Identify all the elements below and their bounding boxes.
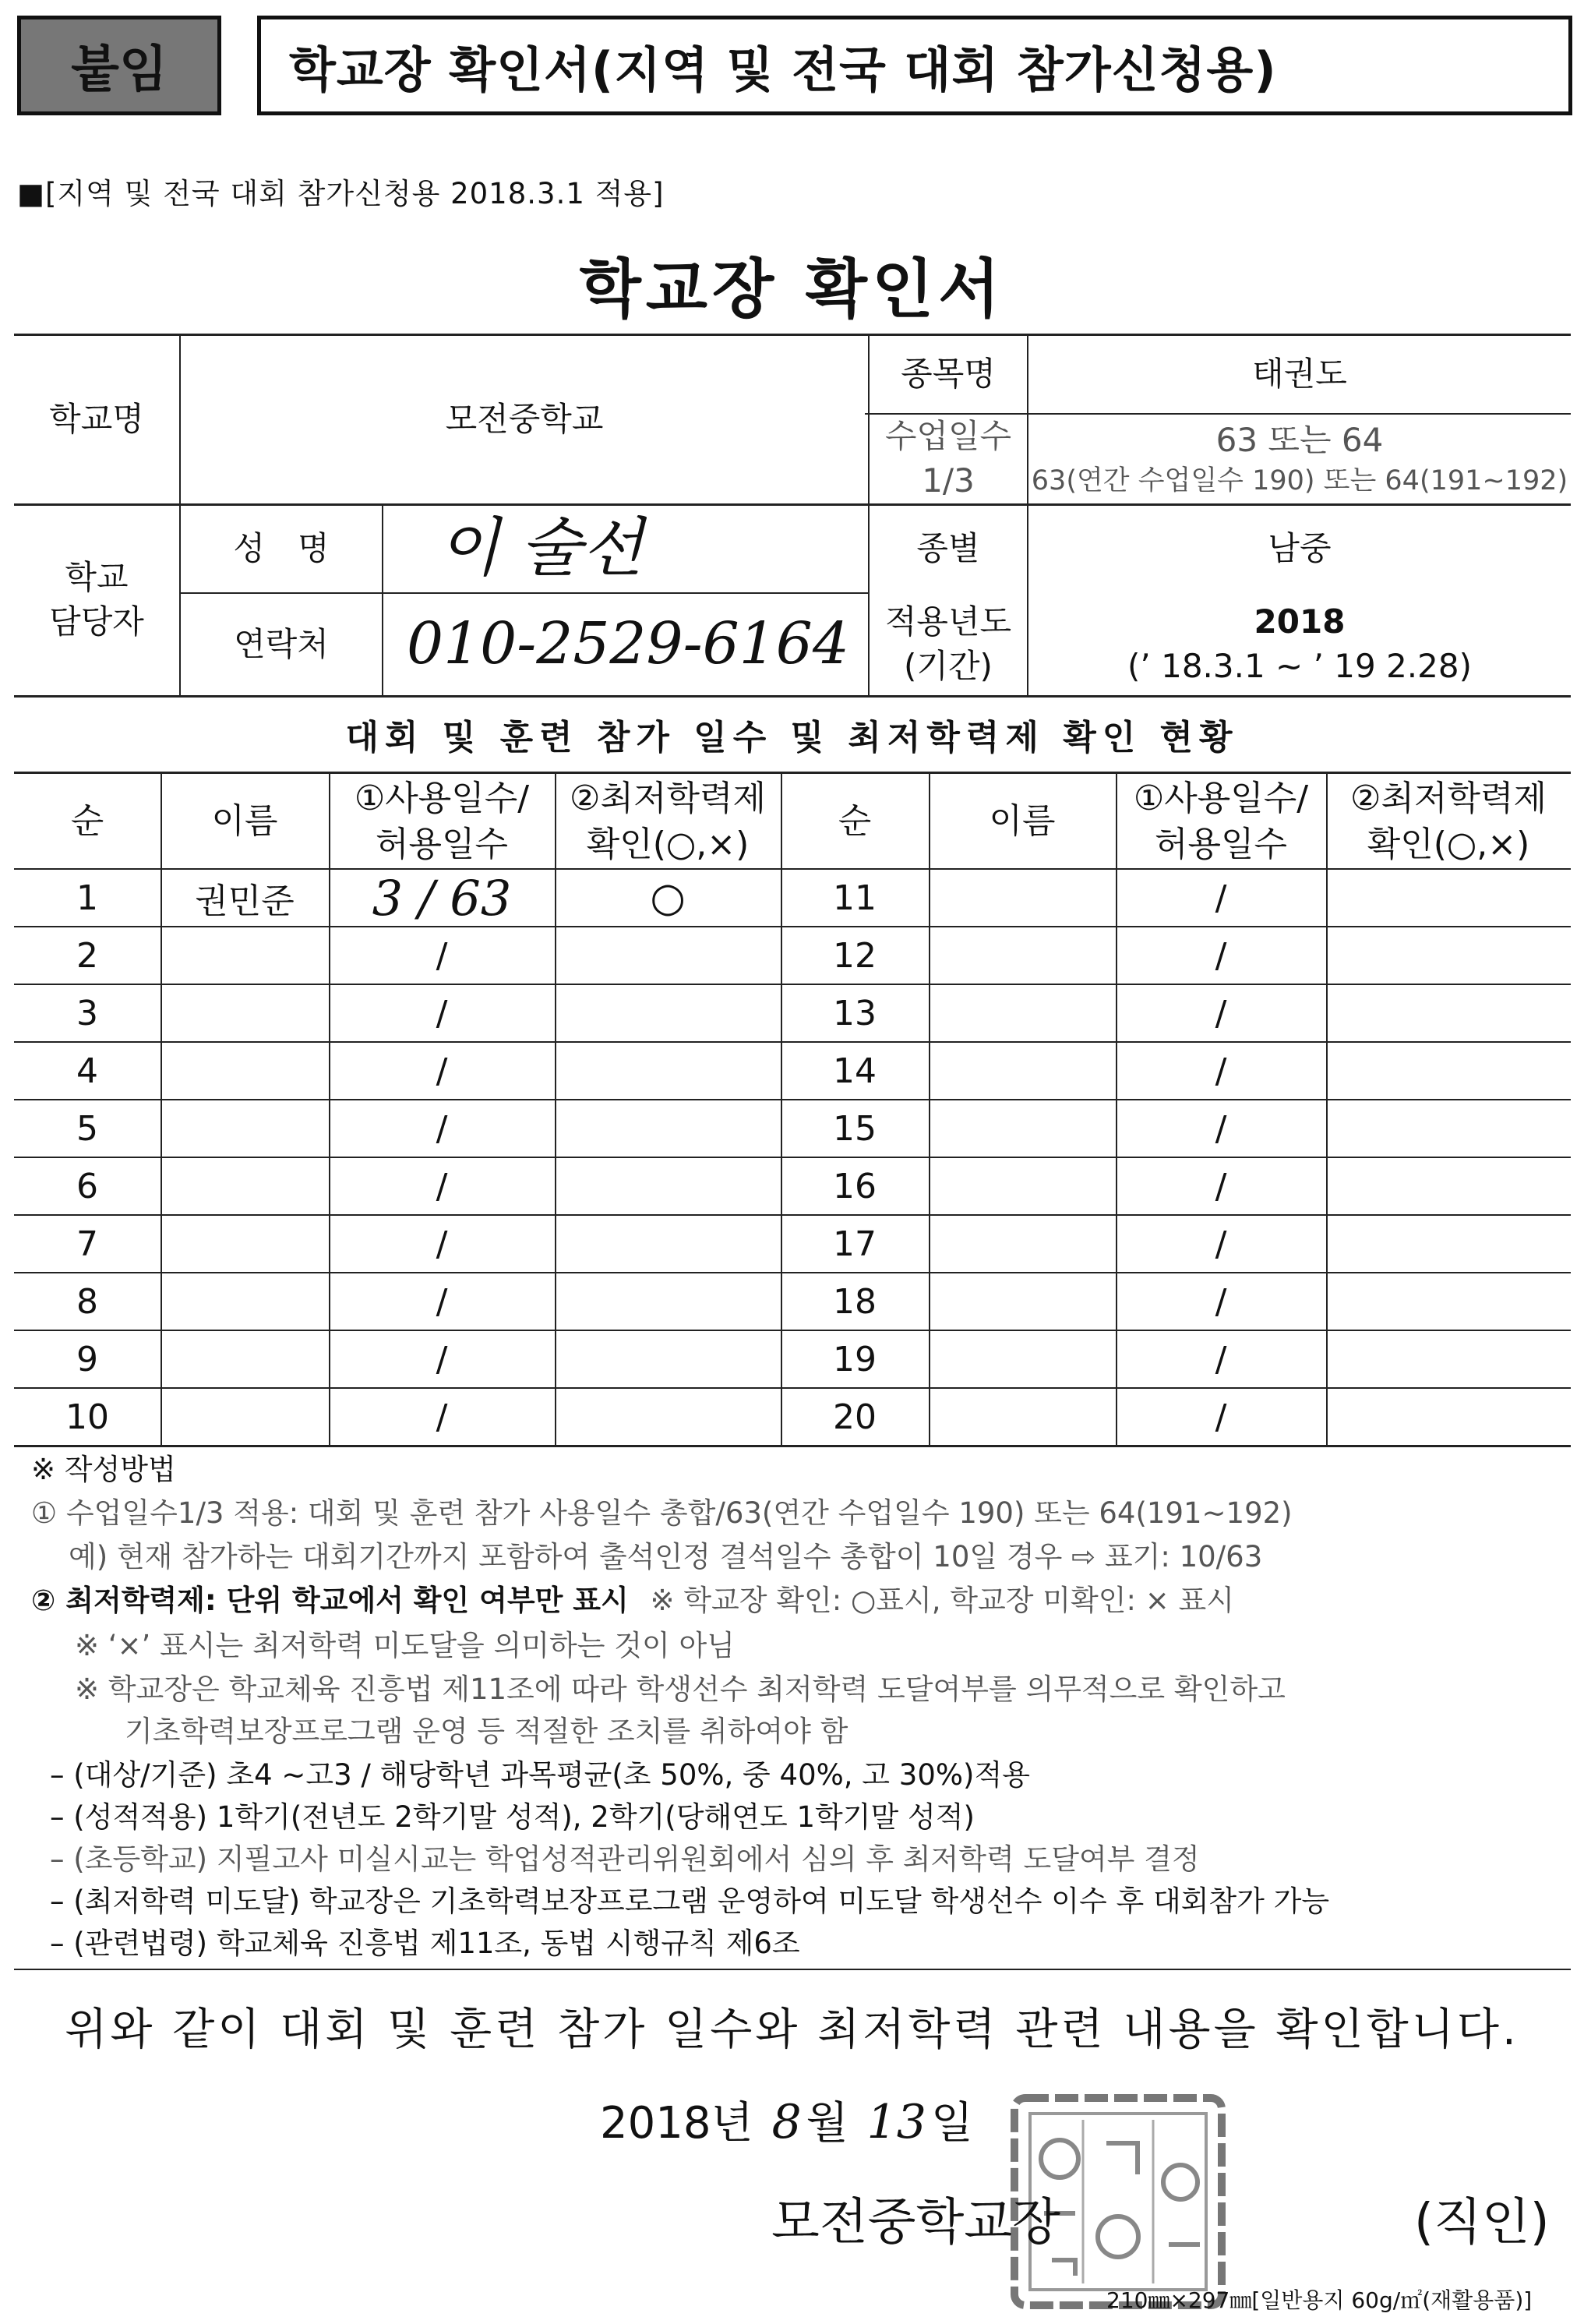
row-athlete-name: [161, 1389, 329, 1445]
note-1-example: 예) 현재 참가하는 대회기간까지 포함하여 출석인정 결석일수 총합이 10일 경우 ⇨ 표기: 10/63: [69, 1540, 1263, 1573]
class-days-label: 수업일수 1/3: [884, 417, 1012, 500]
header-name-right: 이름: [989, 801, 1056, 842]
row-athlete-name: [161, 1331, 329, 1387]
note-2-rest: ※ 학교장 확인: ○표시, 학교장 미확인: × 표시: [650, 1584, 1234, 1617]
row-number: 14: [833, 1051, 877, 1091]
row-academic-check: ○: [650, 874, 686, 921]
category-label: 종별: [916, 528, 980, 567]
row-number: 7: [76, 1224, 98, 1264]
row-athlete-name: [161, 985, 329, 1041]
sport-label: 종목명: [901, 354, 996, 393]
row-number: 2: [76, 935, 98, 976]
row-days-used: 3 / 63: [372, 869, 512, 927]
document-header-title: [257, 16, 1572, 115]
header-check-right: [1326, 773, 1571, 870]
row-academic-check: [1326, 927, 1571, 984]
row-number: 4: [76, 1051, 98, 1091]
row-athlete-name: [929, 1043, 1116, 1099]
row-athlete-name: [929, 1273, 1116, 1330]
issue-date: [600, 2089, 973, 2151]
row-days-used: /: [436, 1051, 448, 1091]
row-number: 18: [833, 1281, 877, 1322]
attachment-badge: [17, 16, 221, 115]
row-athlete-name: [161, 1158, 329, 1214]
row-number: 11: [833, 878, 877, 918]
detail-1: – (대상/기준) 초4 ~고3 / 해당학년 과목평균(초 50%, 중 40%, 고 30%)적용: [50, 1758, 1030, 1792]
header-days-right-line2: 허용일수: [1154, 825, 1287, 864]
row-academic-check: [555, 1331, 781, 1387]
row-academic-check: [1326, 985, 1571, 1041]
row-number: 8: [76, 1281, 98, 1322]
row-number: 20: [833, 1397, 877, 1437]
confirmation-text: 위와 같이 대회 및 훈련 참가 일수와 최저학력 관련 내용을 확인합니다.: [65, 2004, 1519, 2055]
row-athlete-name: [929, 1100, 1116, 1157]
row-number: 9: [76, 1339, 98, 1379]
row-number: 12: [833, 935, 877, 976]
row-days-used: /: [436, 1281, 448, 1322]
seal-label: (직인): [1414, 2194, 1550, 2252]
row-number: 1: [76, 878, 98, 918]
row-academic-check: [555, 1100, 781, 1157]
row-athlete-name: [929, 985, 1116, 1041]
header-check-left: [555, 773, 781, 870]
row-number: 6: [76, 1166, 98, 1206]
row-athlete-name: [929, 1158, 1116, 1214]
note-4-cont: 기초학력보장프로그램 운영 등 적절한 조치를 취하여야 함: [125, 1715, 848, 1748]
detail-4: – (최저학력 미도달) 학교장은 기초학력보장프로그램 운영하여 미도달 학생선수 이수 후 대회참가 가능: [50, 1884, 1330, 1918]
row-number: 16: [833, 1166, 877, 1206]
date-day-unit: 일: [930, 2098, 974, 2149]
date-month: 8: [771, 2095, 802, 2149]
row-athlete-name: [161, 1273, 329, 1330]
header-title-text: 학교장 확인서(지역 및 전국 대회 참가신청용): [289, 41, 1277, 98]
header-check-right-line1: ②최저학력제: [1350, 778, 1547, 818]
category-value: 남중: [1268, 528, 1332, 567]
row-number: 13: [833, 993, 877, 1033]
staff-label: 학교 담당자: [49, 558, 144, 641]
row-academic-check: [1326, 1331, 1571, 1387]
section-heading: 대회 및 훈련 참가 일수 및 최저학력제 확인 현황: [345, 718, 1239, 758]
note-2: [31, 1582, 1234, 1619]
school-name-label: 학교명: [49, 399, 144, 438]
row-days-used: /: [436, 1224, 448, 1264]
row-athlete-name: [161, 1043, 329, 1099]
row-days-used: /: [436, 993, 448, 1033]
year-value: 2018 (’ 18.3.1 ~ ’ 19 2.28): [1127, 602, 1472, 685]
row-days-used: /: [1215, 935, 1227, 976]
school-name-value: 모전중학교: [445, 399, 604, 438]
row-days-used: /: [436, 1397, 448, 1437]
row-academic-check: [555, 927, 781, 984]
row-days-used: /: [1215, 1397, 1227, 1437]
row-days-used: /: [1215, 1051, 1227, 1091]
row-athlete-name: [161, 1100, 329, 1157]
header-no-right: 순: [838, 801, 872, 842]
row-academic-check: [1326, 870, 1571, 926]
row-days-used: /: [1215, 878, 1227, 918]
row-days-used: /: [1215, 993, 1227, 1033]
detail-2: – (성적적용) 1학기(전년도 2학기말 성적), 2학기(당해연도 1학기말 성적): [50, 1800, 975, 1834]
row-days-used: /: [436, 935, 448, 976]
row-academic-check: [1326, 1389, 1571, 1445]
note-4: ※ 학교장은 학교체육 진흥법 제11조에 따라 학생선수 최저학력 도달여부를 의무적으로 확인하고: [75, 1672, 1286, 1706]
header-check-right-line2: 확인(○,×): [1367, 825, 1530, 864]
row-academic-check: [555, 1158, 781, 1214]
row-days-used: /: [1215, 1108, 1227, 1149]
row-athlete-name: 권민준: [195, 881, 295, 921]
date-day: 13: [866, 2095, 926, 2149]
row-number: 19: [833, 1339, 877, 1379]
row-academic-check: [1326, 1216, 1571, 1272]
notes-heading: ※ 작성방법: [31, 1453, 176, 1486]
row-academic-check: [555, 1043, 781, 1099]
row-days-used: /: [436, 1339, 448, 1379]
header-check-left-line2: 확인(○,×): [586, 825, 750, 864]
row-athlete-name: [161, 1216, 329, 1272]
row-days-used: /: [436, 1166, 448, 1206]
row-athlete-name: [929, 1389, 1116, 1445]
row-academic-check: [1326, 1100, 1571, 1157]
note-3: ※ ‘×’ 표시는 최저학력 미도달을 의미하는 것이 아님: [75, 1629, 735, 1662]
row-academic-check: [1326, 1043, 1571, 1099]
date-year: 2018년: [600, 2098, 753, 2149]
school-principal-name: 모전중학교장: [771, 2194, 1060, 2252]
header-days-right: [1116, 773, 1326, 870]
row-number: 5: [76, 1108, 98, 1149]
paper-spec: 210㎜×297㎜[일반용지 60g/㎡(재활용품)]: [1106, 2287, 1533, 2313]
sport-value: 태권도: [1252, 354, 1347, 393]
row-number: 3: [76, 993, 98, 1033]
note-1: ① 수업일수1/3 적용: 대회 및 훈련 참가 사용일수 총합/63(연간 수업일수 190) 또는 64(191~192): [31, 1496, 1293, 1530]
header-no-left: 순: [70, 801, 104, 842]
note-2-bold: ② 최저학력제: 단위 학교에서 확인 여부만 표시: [31, 1584, 629, 1617]
header-days-left-line2: 허용일수: [375, 825, 508, 864]
main-title: 학교장 확인서: [579, 253, 1005, 327]
row-days-used: /: [1215, 1224, 1227, 1264]
header-check-left-line1: ②최저학력제: [570, 778, 766, 818]
row-athlete-name: [929, 927, 1116, 984]
staff-name-label: 성 명: [233, 528, 330, 567]
row-days-used: /: [1215, 1339, 1227, 1379]
staff-name-handwritten: 이 술선: [438, 510, 644, 585]
row-athlete-name: [161, 927, 329, 984]
year-label: 적용년도 (기간): [884, 602, 1012, 685]
row-days-used: /: [1215, 1166, 1227, 1206]
detail-3: – (초등학교) 지필고사 미실시교는 학업성적관리위원회에서 심의 후 최저학력 도달여부 결정: [50, 1842, 1200, 1876]
row-days-used: /: [1215, 1281, 1227, 1322]
class-days-value: 63 또는 64 63(연간 수업일수 190) 또는 64(191~192): [1031, 421, 1568, 496]
apply-note: ■[지역 및 전국 대회 참가신청용 2018.3.1 적용]: [17, 177, 665, 210]
attachment-badge-text: 붙임: [71, 41, 168, 99]
row-academic-check: [555, 985, 781, 1041]
row-academic-check: [555, 1216, 781, 1272]
row-athlete-name: [929, 1331, 1116, 1387]
row-days-used: /: [436, 1108, 448, 1149]
date-month-unit: 월: [806, 2098, 848, 2149]
row-academic-check: [555, 1273, 781, 1330]
row-athlete-name: [929, 1216, 1116, 1272]
row-athlete-name: [929, 870, 1116, 926]
row-academic-check: [1326, 1273, 1571, 1330]
detail-5: – (관련법령) 학교체육 진흥법 제11조, 동법 시행규칙 제6조: [50, 1927, 800, 1960]
row-number: 15: [833, 1108, 877, 1149]
header-days-left: [329, 773, 555, 870]
row-number: 17: [833, 1224, 877, 1264]
contact-handwritten: 010-2529-6164: [407, 610, 849, 678]
contact-label: 연락처: [234, 624, 329, 663]
row-academic-check: [1326, 1158, 1571, 1214]
header-days-right-line1: ①사용일수/: [1133, 778, 1309, 818]
row-number: 10: [65, 1397, 109, 1437]
row-academic-check: [555, 1389, 781, 1445]
header-days-left-line1: ①사용일수/: [354, 778, 530, 818]
header-name-left: 이름: [211, 801, 278, 842]
